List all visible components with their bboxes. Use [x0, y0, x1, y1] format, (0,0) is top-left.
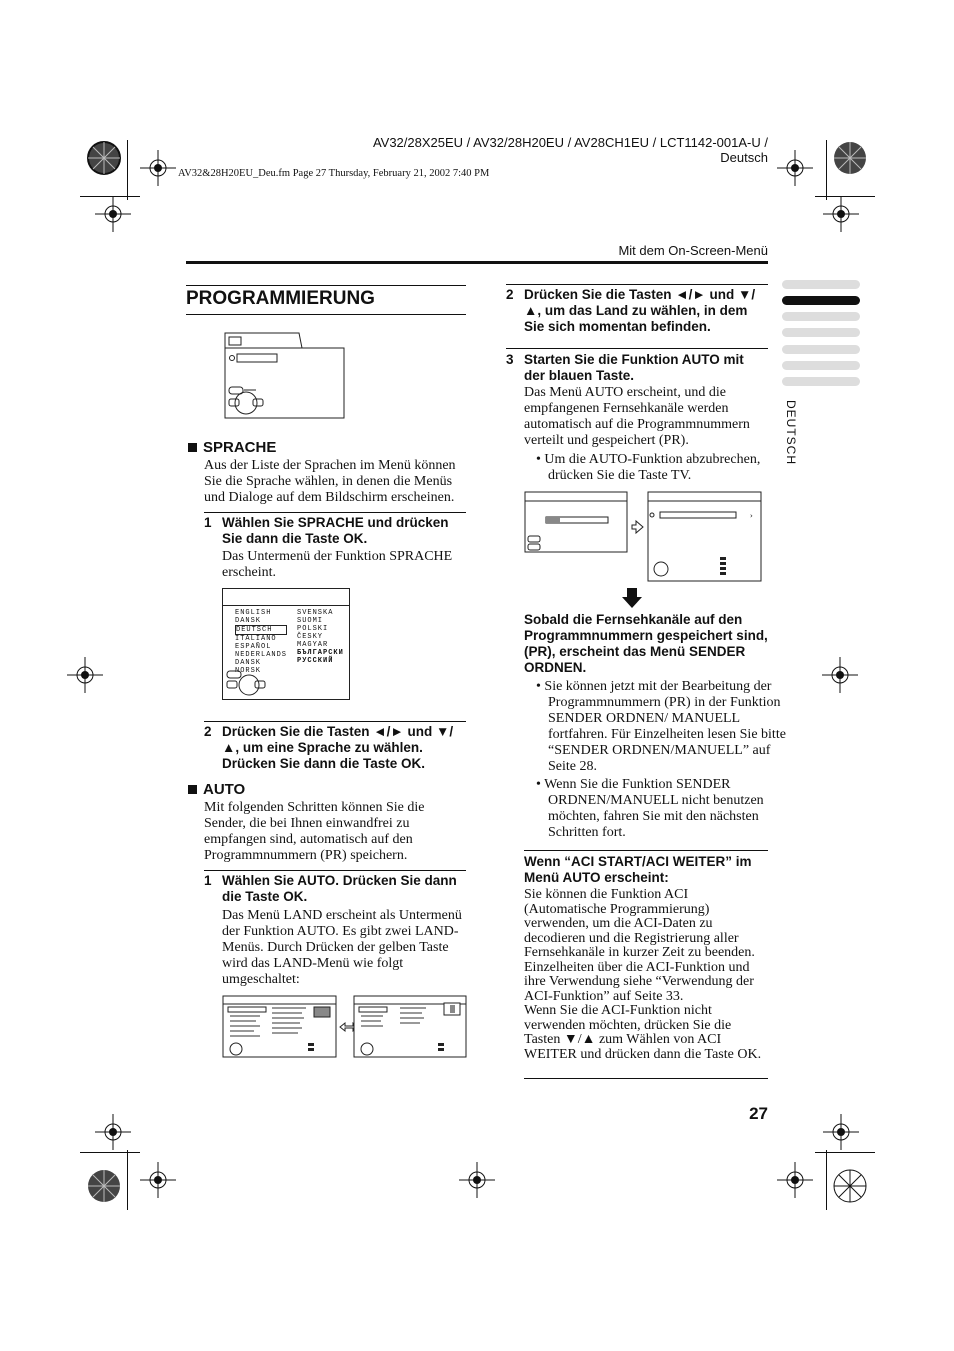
sprache-step-1: 1 Wählen Sie SPRACHE und drücken Sie dann die Taste OK. [204, 515, 449, 546]
square-bullet-icon [188, 785, 197, 794]
file-stamp: AV32&28H20EU_Deu.fm Page 27 Thursday, February 21, 2002 7:40 PM [178, 168, 490, 179]
radial-target-icon [832, 1168, 868, 1204]
language-list-right: SVENSKA SUOMI POLSKI ČESKY MAGYAR БЪЛГАРСКИ РУССКИЙ [297, 609, 344, 665]
right-step-2: 2 Drücken Sie die Tasten ◄/► und ▼/▲, um das Land zu wählen, in dem Sie sich momentan befinden. [506, 287, 756, 334]
crosshair-icon [822, 657, 858, 693]
remote-pad-icon [225, 669, 275, 697]
svg-text:›: › [750, 512, 753, 520]
model-line: AV32/28X25EU / AV32/28H20EU / AV28CH1EU / LCT1142-001A-U / Deutsch [372, 135, 768, 165]
auto-progress-illustrations [524, 491, 764, 583]
crosshair-icon [140, 150, 176, 186]
right-step-3-bullet: • Um die AUTO-Funktion abzubrechen, drücken Sie die Taste TV. [536, 452, 761, 483]
side-tab-label: DEUTSCH [784, 400, 798, 466]
auto-heading: AUTO [188, 781, 245, 798]
auto-step-1-body: Das Menü LAND erscheint als Untermenü der Funktion AUTO. Es gibt zwei LAND-Menüs. Durch Drücken der gelben Taste wird das LAND-Menü wie folgt umgeschaltet: [222, 908, 462, 987]
auto-step-1: 1 Wählen Sie AUTO. Drücken Sie dann die Taste OK. [204, 873, 457, 904]
section-label: Mit dem On-Screen-Menü [618, 243, 768, 258]
land-menu-illustrations [222, 995, 468, 1059]
auto-intro: Mit folgenden Schritten können Sie die Sender, die bei Ihnen einwandfrei zu empfangen sind, automatisch auf den Programmnummern (PR) speichern. [204, 800, 425, 863]
crosshair-icon [823, 196, 859, 232]
square-bullet-icon [188, 443, 197, 452]
header-rule [186, 261, 768, 264]
sprache-heading: SPRACHE [188, 439, 276, 456]
sobald-paragraph: Sobald die Fernsehkanäle auf den Programmnummern gespeichert sind, (PR), erscheint das Menü SENDER ORDNEN. [524, 612, 768, 675]
right-step-3: 3 Starten Sie die Funktion AUTO mit der blauen Taste. [506, 352, 744, 383]
crosshair-icon [67, 657, 103, 693]
language-menu-illustration [222, 588, 350, 700]
crosshair-icon [140, 1162, 176, 1198]
sprache-step-2: 2 Drücken Sie die Tasten ◄/► und ▼/▲, um eine Sprache zu wählen. Drücken Sie dann die Taste OK. [204, 724, 454, 771]
radial-target-icon [86, 140, 122, 176]
menu-screen-illustration [224, 332, 346, 420]
crosshair-icon [95, 196, 131, 232]
aci-body: Sie können die Funktion ACI (Automatische Programmierung) verwenden, um die ACI-Daten zu decodieren und die Registrierung aller Fernsehkanäle in kurzer Zeit zu beenden. Einzelheiten über die ACI-Funktion und ihre Verwendung siehe “Verwendung der ACI-Funktion” auf Seite 33. Wenn Sie die ACI-Funktion nicht verwenden möchten, drücken Sie die Tasten ▼/▲ zum Wählen von ACI WEITER und drücken dann die Taste OK. [524, 887, 762, 1062]
bullet-2: • Wenn Sie die Funktion SENDER ORDNEN/MANUELL nicht benutzen möchten, fahren Sie mit den nächsten Schritten fort. [536, 777, 764, 840]
crosshair-icon [777, 1162, 813, 1198]
radial-target-icon [832, 140, 868, 176]
right-step-3-body: Das Menü AUTO erscheint, und die empfangenen Fernsehkanäle werden automatisch auf die Programmnummern verteilt und gespeichert (PR). [524, 385, 750, 448]
crosshair-icon [459, 1162, 495, 1198]
crosshair-icon [777, 150, 813, 186]
sprache-intro: Aus der Liste der Sprachen im Menü können Sie die Sprache wählen, in denen die Menüs und Dialoge auf dem Bildschirm erscheinen. [204, 458, 456, 505]
arrow-down-icon [621, 587, 643, 609]
crosshair-icon [95, 1114, 131, 1150]
radial-target-icon [86, 1168, 122, 1204]
bullet-1: • Sie können jetzt mit der Bearbeitung der Programmnummern (PR) in der Funktion SENDER ORDNEN/ MANUELL fortfahren. Für Einzelheiten lesen Sie bitte “SENDER ORDNEN/MANUELL” auf Seite 28. [536, 679, 786, 774]
page-number: 27 [749, 1104, 768, 1123]
page-title: PROGRAMMIERUNG [186, 288, 375, 309]
sprache-step-1-body: Das Untermenü der Funktion SPRACHE erscheint. [222, 549, 453, 580]
language-list-left: ENGLISH DANSK DEUTSCH ITALIANO ESPAÑOL NEDERLANDS DANSK NORSK [235, 609, 288, 675]
aci-heading: Wenn “ACI START/ACI WEITER” im Menü AUTO erscheint: [524, 854, 752, 885]
crosshair-icon [823, 1114, 859, 1150]
